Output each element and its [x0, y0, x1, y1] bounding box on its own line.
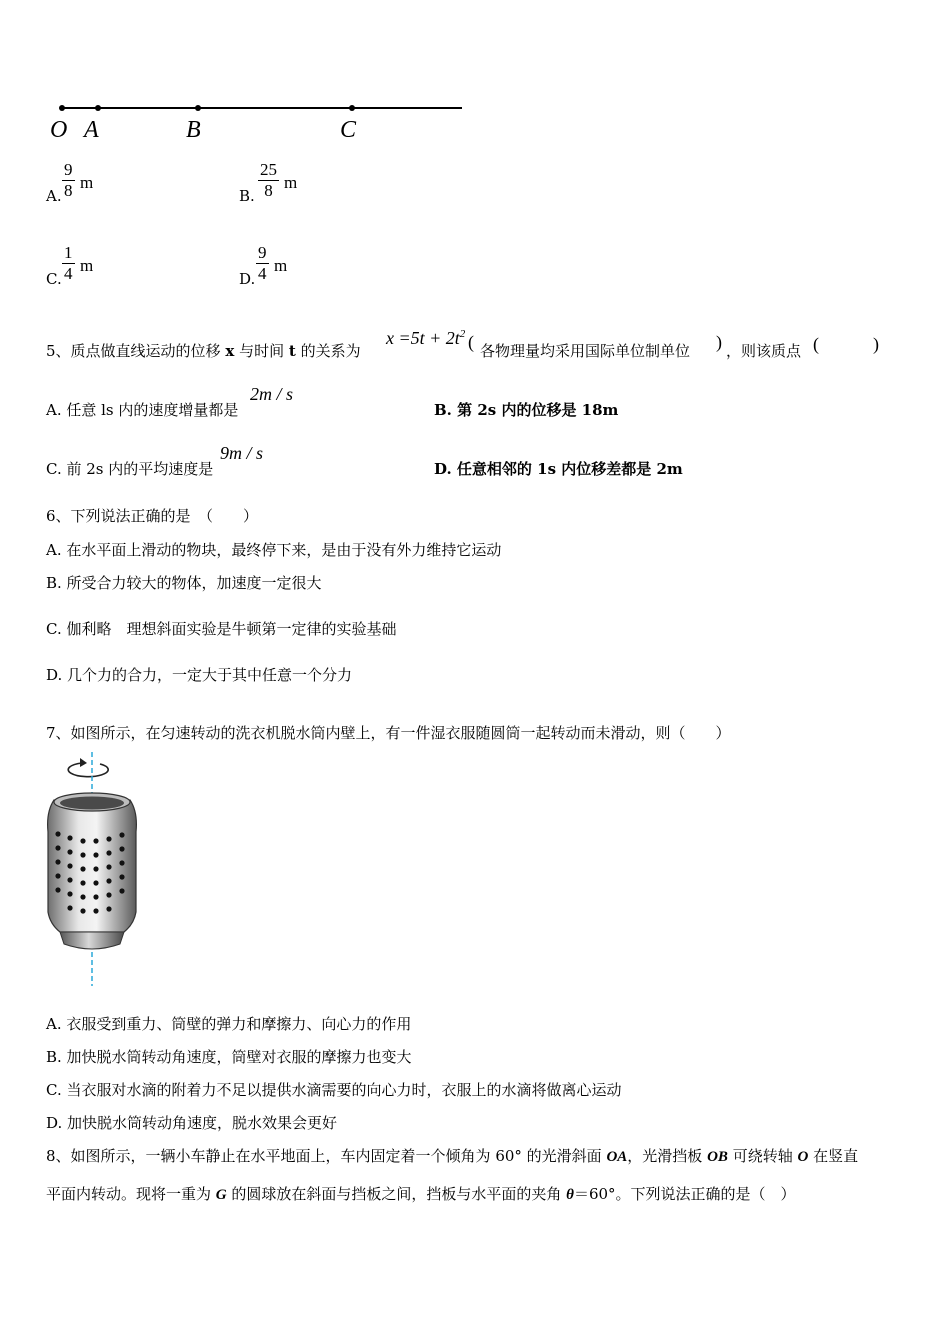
numerator: 25 [260, 160, 277, 179]
unit: m [80, 256, 94, 275]
spin-dryer-drum-figure [40, 752, 150, 988]
weight-g: G [215, 1187, 227, 1203]
denominator: 4 [258, 264, 267, 283]
drum-base [60, 932, 124, 949]
option-letter: A. [46, 187, 62, 205]
stem-part: 的关系为 [300, 342, 361, 360]
angle-theta: θ [566, 1187, 574, 1203]
unit: m [80, 173, 94, 192]
unit: m [274, 256, 288, 275]
stem-part: 可绕转轴 [727, 1147, 798, 1165]
numerator: 1 [64, 243, 73, 262]
formula-exponent: 2 [459, 328, 466, 340]
label-b: B [186, 117, 201, 143]
option-letter: B. [239, 187, 255, 205]
unit: m [284, 173, 298, 192]
label-c: C [340, 117, 357, 143]
stem-part: 与时间 [239, 342, 285, 360]
point-a [95, 105, 101, 111]
stem-part: 8、如图所示，一辆小车静止在水平地面上，车内固定着一个倾角为 60° 的光滑斜面 [46, 1147, 607, 1165]
q5-option-d: D. 任意相邻的 1s 内位移差都是 2m [434, 460, 683, 478]
q8-stem-line-2 [46, 1183, 796, 1204]
label-a: A [84, 117, 99, 143]
segment-oa: OA [606, 1149, 628, 1165]
q5-option-b: B. 第 2s 内的位移是 18m [434, 401, 619, 419]
stem-part: 的圆球放在斜面与挡板之间，挡板与水平面的夹角 [226, 1185, 567, 1203]
q6-option-c: C. 伽利略 理想斜面实验是牛顿第一定律的实验基础 [46, 620, 397, 638]
fraction [62, 243, 75, 284]
q5-option-a-value: 2m / s [250, 384, 294, 404]
denominator: 8 [64, 181, 73, 200]
fraction [256, 243, 269, 284]
numerator: 9 [258, 243, 267, 262]
stem-part: 平面内转动。现将一重为 [46, 1185, 216, 1203]
option-letter: D. [239, 270, 256, 288]
stem-part: ，光滑挡板 [627, 1147, 708, 1165]
option-letter: C. [46, 270, 62, 288]
q7-option-c: C. 当衣服对水滴的附着力不足以提供水滴需要的向心力时，衣服上的水滴将做离心运动 [46, 1081, 622, 1099]
point-o [59, 105, 65, 111]
q5-option-a: A. 任意 ls 内的速度增量都是 [46, 401, 239, 419]
segment-ob: OB [707, 1149, 728, 1165]
q6-option-a: A. 在水平面上滑动的物块，最终停下来，是由于没有外力维持它运动 [46, 541, 502, 559]
rotation-arrow-icon [68, 763, 108, 777]
formula-body: x =5t + 2t [386, 328, 460, 348]
q7-stem: 7、如图所示，在匀速转动的洗衣机脱水筒内壁上，有一件湿衣服随圆筒一起转动而未滑动，则（ ） [46, 724, 731, 742]
fraction [62, 160, 75, 201]
q6-stem: 6、下列说法正确的是 （ ） [46, 507, 259, 525]
drum-opening [60, 797, 124, 810]
point-b [195, 105, 201, 111]
answer-paren: ( ) [813, 334, 879, 354]
q6-option-d: D. 几个力的合力，一定大于其中任意一个分力 [46, 666, 353, 684]
stem-part: ＝60°。下列说法正确的是（ ） [573, 1185, 796, 1203]
q5-stem-text [46, 340, 361, 361]
label-o: O [50, 117, 68, 143]
number-line-figure [40, 95, 470, 150]
stem-part: 5、质点做直线运动的位移 [46, 342, 221, 360]
point-o: O [797, 1149, 809, 1165]
arrow-head-icon [80, 758, 87, 767]
denominator: 4 [64, 264, 73, 283]
q5-stem-units: 各物理量均采用国际单位制单位 [480, 342, 691, 360]
point-c [349, 105, 355, 111]
q7-option-a: A. 衣服受到重力、筒壁的弹力和摩擦力、向心力的作用 [46, 1015, 412, 1033]
q5-formula [386, 328, 465, 349]
denominator: 8 [264, 181, 273, 200]
var-x: x [225, 342, 235, 360]
q5-option-c-value: 9m / s [220, 443, 264, 463]
numerator: 9 [64, 160, 73, 179]
drum-body [48, 800, 137, 932]
stem-part: 在竖直 [808, 1147, 859, 1165]
fraction [258, 160, 279, 201]
q7-option-d: D. 加快脱水筒转动角速度，脱水效果会更好 [46, 1114, 338, 1132]
q7-option-b: B. 加快脱水筒转动角速度，筒壁对衣服的摩擦力也变大 [46, 1048, 412, 1066]
paren-open: ( [468, 332, 474, 352]
q5-option-c: C. 前 2s 内的平均速度是 [46, 460, 214, 478]
var-t: t [288, 342, 296, 360]
q6-option-b: B. 所受合力较大的物体，加速度一定很大 [46, 574, 322, 592]
q5-stem-end: ，则该质点 [726, 342, 802, 360]
paren-close: ) [716, 332, 722, 352]
q8-stem-line-1 [46, 1145, 858, 1166]
